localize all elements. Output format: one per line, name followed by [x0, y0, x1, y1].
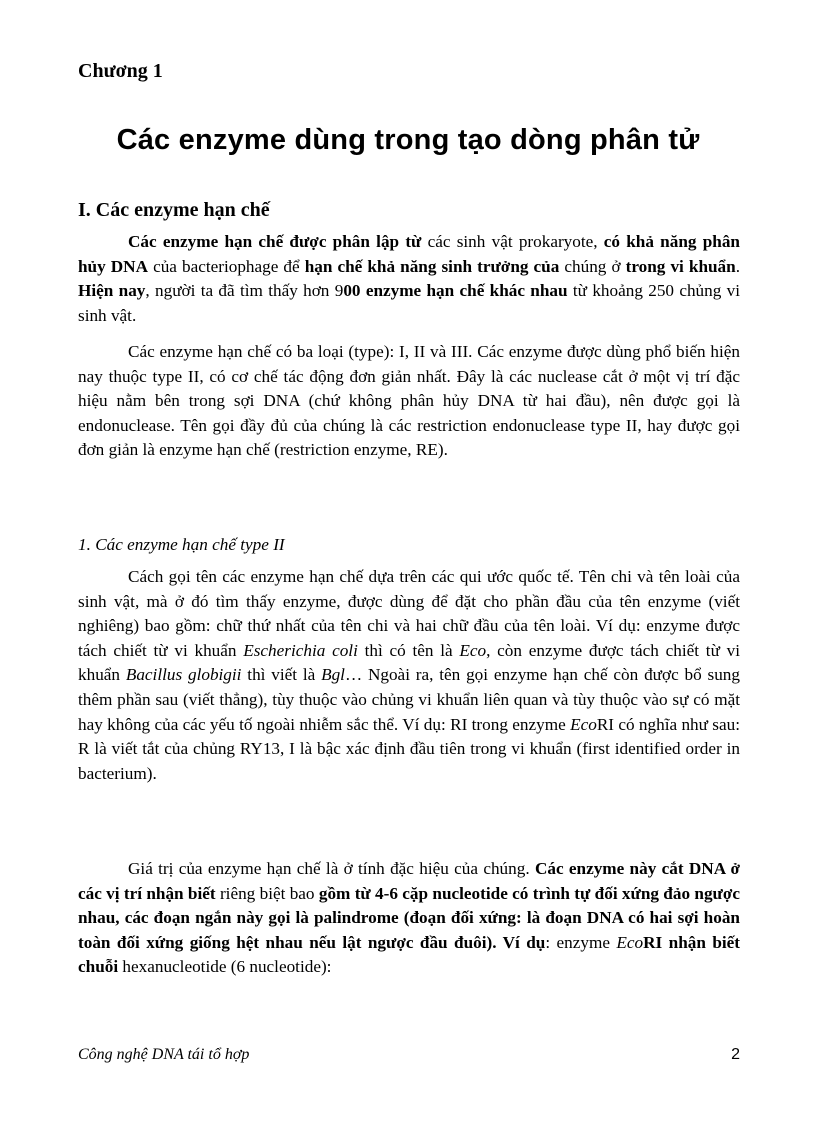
text-span: có khả năng phân hủy DNA	[78, 232, 740, 276]
text-span: Eco	[616, 932, 644, 952]
text-span: Eco	[459, 640, 487, 660]
text-span: Bacillus globigii	[125, 665, 242, 685]
text-span: thì có tên là	[357, 640, 460, 660]
text-span: Escherichia coli	[243, 640, 358, 660]
text-span: Các enzyme hạn chế được phân lập từ	[128, 232, 422, 251]
chapter-title: Các enzyme dùng trong tạo dòng phân tử	[116, 124, 700, 156]
footer-book-title: Công nghệ DNA tái tổ hợp	[78, 1046, 250, 1063]
text-span: 00 enzyme hạn chế khác nhau	[343, 281, 568, 301]
text-span: các sinh vật prokaryote,	[421, 232, 604, 251]
text-span: Cách gọi tên các enzyme hạn chế dựa trên các qui ước quốc tế. Tên chi và tên loài của sinh vật, mà ở đó tìm thấy enzyme, được dùng để đặt cho phần đầu của tên enzyme (viết nghiêng) bao gồm: chữ thứ nhất của tên chi và hai chữ đầu của tên loài. Ví dụ: enzyme được tách chiết từ vi khuẩn	[78, 567, 740, 660]
text-span: RI nhận biết chuỗi	[78, 932, 741, 977]
text-span: gồm từ 4-6 cặp nucleotide có trình tự đối xứng đảo ngược nhau, các đoạn ngắn này gọi là palindrome (đoạn đối xứng: là đoạn DNA có hai sợi hoàn toàn đối xứng giống hệt nhau nếu lật ngược đầu đuôi). Ví dụ	[78, 883, 740, 952]
text-span: Hiện nay	[78, 281, 146, 301]
text-span: hexanucleotide (6 nucleotide):	[118, 957, 332, 977]
text-span: Các enzyme này cắt DNA ở các vị trí nhận biết	[78, 859, 740, 903]
text-span: , còn enzyme được tách chiết từ vi khuẩn	[78, 640, 741, 685]
text-span: Bgl	[321, 665, 345, 685]
text-span: : enzyme	[545, 932, 617, 952]
text-span: trong vi khuẩn	[625, 256, 736, 276]
paragraph-4	[78, 857, 740, 980]
chapter-label: Chương 1	[78, 60, 163, 82]
page-number: 2	[731, 1046, 740, 1063]
section-heading: I. Các enzyme hạn chế	[78, 199, 270, 221]
text-span: hạn chế khả năng sinh trưởng của	[304, 256, 560, 276]
text-span: .	[735, 256, 741, 276]
text-span: thì viết là	[241, 665, 322, 685]
text-span: Giá trị của enzyme hạn chế là ở tính đặc hiệu của chúng.	[128, 859, 535, 878]
text-span: RI có nghĩa như sau: R là viết tắt của chủng RY13, I là bậc xác định đầu tiên trong vi khuẩn (first identified order in bacterium).	[78, 714, 740, 783]
text-span: … Ngoài ra, tên gọi enzyme hạn chế còn được bổ sung thêm phần sau (viết thẳng), tùy thuộc vào chủng vi khuẩn liên quan và tùy thuộc vào sự có mặt hay không của các yếu tố ngoài nhiễm sắc thể. Ví dụ: RI trong enzyme	[78, 665, 740, 734]
text-span: từ khoảng 250 chủng vi sinh vật.	[78, 281, 741, 325]
paragraph-2: Các enzyme hạn chế có ba loại (type): I, II và III. Các enzyme được dùng phổ biến hiện nay thuộc type II, có cơ chế tác động đơn giản nhất. Đây là các nuclease cắt ở một vị trí đặc hiệu nằm bên trong sợi DNA (chứ không phân hủy DNA từ hai đầu), nên được gọi là endonuclease. Tên gọi đầy đủ của chúng là các restriction endonuclease type II, hay được gọi đơn giản là enzyme hạn chế (restriction enzyme, RE).	[78, 342, 740, 460]
text-span: chúng ở	[559, 256, 626, 276]
text-span: Eco	[570, 714, 597, 734]
subsection-heading: 1. Các enzyme hạn chế type II	[78, 535, 285, 554]
text-span: riêng biệt bao	[215, 883, 319, 903]
text-span: , người ta đã tìm thấy hơn 9	[145, 281, 344, 301]
text-span: của bacteriophage để	[148, 256, 305, 276]
paragraph-3	[78, 565, 740, 786]
paragraph-1	[78, 230, 740, 328]
